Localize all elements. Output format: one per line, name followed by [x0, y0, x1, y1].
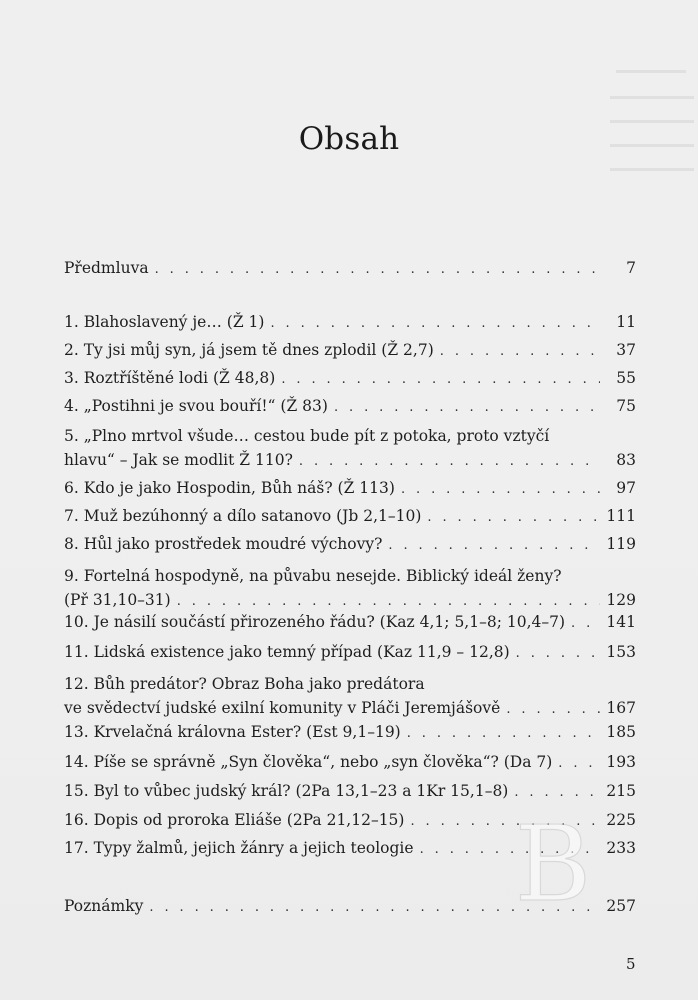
- dot-leader: [281, 368, 600, 392]
- toc-entry: [64, 504, 636, 530]
- toc-entry-page: 257: [606, 897, 636, 915]
- dot-leader: [299, 450, 600, 474]
- toc-entry: [64, 394, 636, 420]
- page-number: 5: [626, 955, 636, 973]
- toc-entry-page: 167: [606, 699, 636, 717]
- toc-entry-page: 225: [606, 811, 636, 829]
- toc-entry-label: 10. Je násilí součástí přirozeného řádu? (Kaz 4,1; 5,1–8; 10,4–7): [64, 613, 566, 631]
- toc-entry-first-line: 9. Fortelná hospodyně, na půvabu nesejde. Biblický ideál ženy?: [64, 567, 562, 585]
- toc-entry-page: 83: [616, 451, 636, 469]
- toc-entry-label: 3. Roztříštěné lodi (Ž 48,8): [64, 369, 276, 387]
- toc-entry-label: Předmluva: [64, 259, 149, 277]
- toc-entry-page: 37: [616, 341, 636, 359]
- toc-entry: [64, 640, 636, 666]
- toc-entry-page: 11: [616, 313, 636, 331]
- toc-entry: [64, 366, 636, 392]
- toc-entry-page: 55: [616, 369, 636, 387]
- toc-entry: [64, 720, 636, 746]
- dot-leader: [407, 722, 600, 746]
- watermark-logo: [498, 808, 608, 914]
- toc-entry: [64, 532, 636, 558]
- watermark-letter: B: [514, 808, 592, 914]
- toc-entry-label: hlavu“ – Jak se modlit Ž 110?: [64, 451, 293, 469]
- toc-entry-label: 17. Typy žalmů, jejich žánry a jejich teologie: [64, 839, 414, 857]
- toc-entry-label: 6. Kdo je jako Hospodin, Bůh náš? (Ž 113): [64, 479, 395, 497]
- toc-entry-label: 8. Hůl jako prostředek moudré výchovy?: [64, 535, 383, 553]
- toc-entry-label: 1. Blahoslavený je… (Ž 1): [64, 313, 265, 331]
- toc-entry-page: 233: [606, 839, 636, 857]
- toc-entry-page: 111: [606, 507, 636, 525]
- toc-entry: [64, 310, 636, 336]
- dot-leader: [514, 781, 600, 805]
- dot-leader: [401, 478, 600, 502]
- toc-entry-label: 16. Dopis od proroka Eliáše (2Pa 21,12–15): [64, 811, 405, 829]
- toc-entry: [64, 476, 636, 502]
- dot-leader: [506, 698, 600, 722]
- toc-entry-page: 119: [606, 535, 636, 553]
- dot-leader: [388, 534, 600, 558]
- toc-entry: [64, 779, 636, 805]
- dot-leader: [270, 312, 600, 336]
- toc-entry-label: (Př 31,10–31): [64, 591, 171, 609]
- toc-entry-label: 2. Ty jsi můj syn, já jsem tě dnes zplodil (Ž 2,7): [64, 341, 434, 359]
- toc-entry-page: 153: [606, 643, 636, 661]
- dot-leader: [440, 340, 600, 364]
- toc-entry-label: 14. Píše se správně „Syn člověka“, nebo „syn člověka“? (Da 7): [64, 753, 553, 771]
- toc-entry-page: 7: [626, 259, 636, 277]
- toc-entry: [64, 338, 636, 364]
- toc-entry-preface: [64, 256, 636, 282]
- toc-entry-page: 75: [616, 397, 636, 415]
- toc-entry-first-line: 12. Bůh predátor? Obraz Boha jako predátora: [64, 675, 425, 693]
- toc-entry-label: 13. Krvelačná královna Ester? (Est 9,1–19): [64, 723, 401, 741]
- toc-entry-page: 185: [606, 723, 636, 741]
- toc-entry: [64, 750, 636, 776]
- toc-entry-first-line: 5. „Plno mrtvol všude… cestou bude pít z potoka, proto vztyčí: [64, 427, 550, 445]
- dot-leader: [427, 506, 600, 530]
- page-title: Obsah: [298, 120, 400, 157]
- dot-leader: [558, 752, 600, 776]
- toc-entry-page: 129: [606, 591, 636, 609]
- toc-entry-label: ve svědectví judské exilní komunity v Pláči Jeremjášově: [64, 699, 501, 717]
- toc-entry-label: 11. Lidská existence jako temný případ (Kaz 11,9 – 12,8): [64, 643, 510, 661]
- dot-leader: [516, 642, 600, 666]
- toc-entry-label: Poznámky: [64, 897, 144, 915]
- dot-leader: [334, 396, 600, 420]
- toc-entry-page: 141: [606, 613, 636, 631]
- toc-entry-page: 215: [606, 782, 636, 800]
- toc-entry: [64, 424, 636, 474]
- toc-entry-label: 15. Byl to vůbec judský král? (2Pa 13,1–23 a 1Kr 15,1–8): [64, 782, 509, 800]
- toc-entry-label: 7. Muž bezúhonný a dílo satanovo (Jb 2,1–10): [64, 507, 422, 525]
- toc-entry: [64, 564, 636, 614]
- dot-leader: [155, 258, 600, 282]
- toc-entry: [64, 672, 636, 722]
- toc-entry-label: 4. „Postihni je svou bouří!“ (Ž 83): [64, 397, 328, 415]
- toc-entry-page: 97: [616, 479, 636, 497]
- toc-entry: [64, 610, 636, 636]
- dot-leader: [571, 612, 600, 636]
- toc-entry-page: 193: [606, 753, 636, 771]
